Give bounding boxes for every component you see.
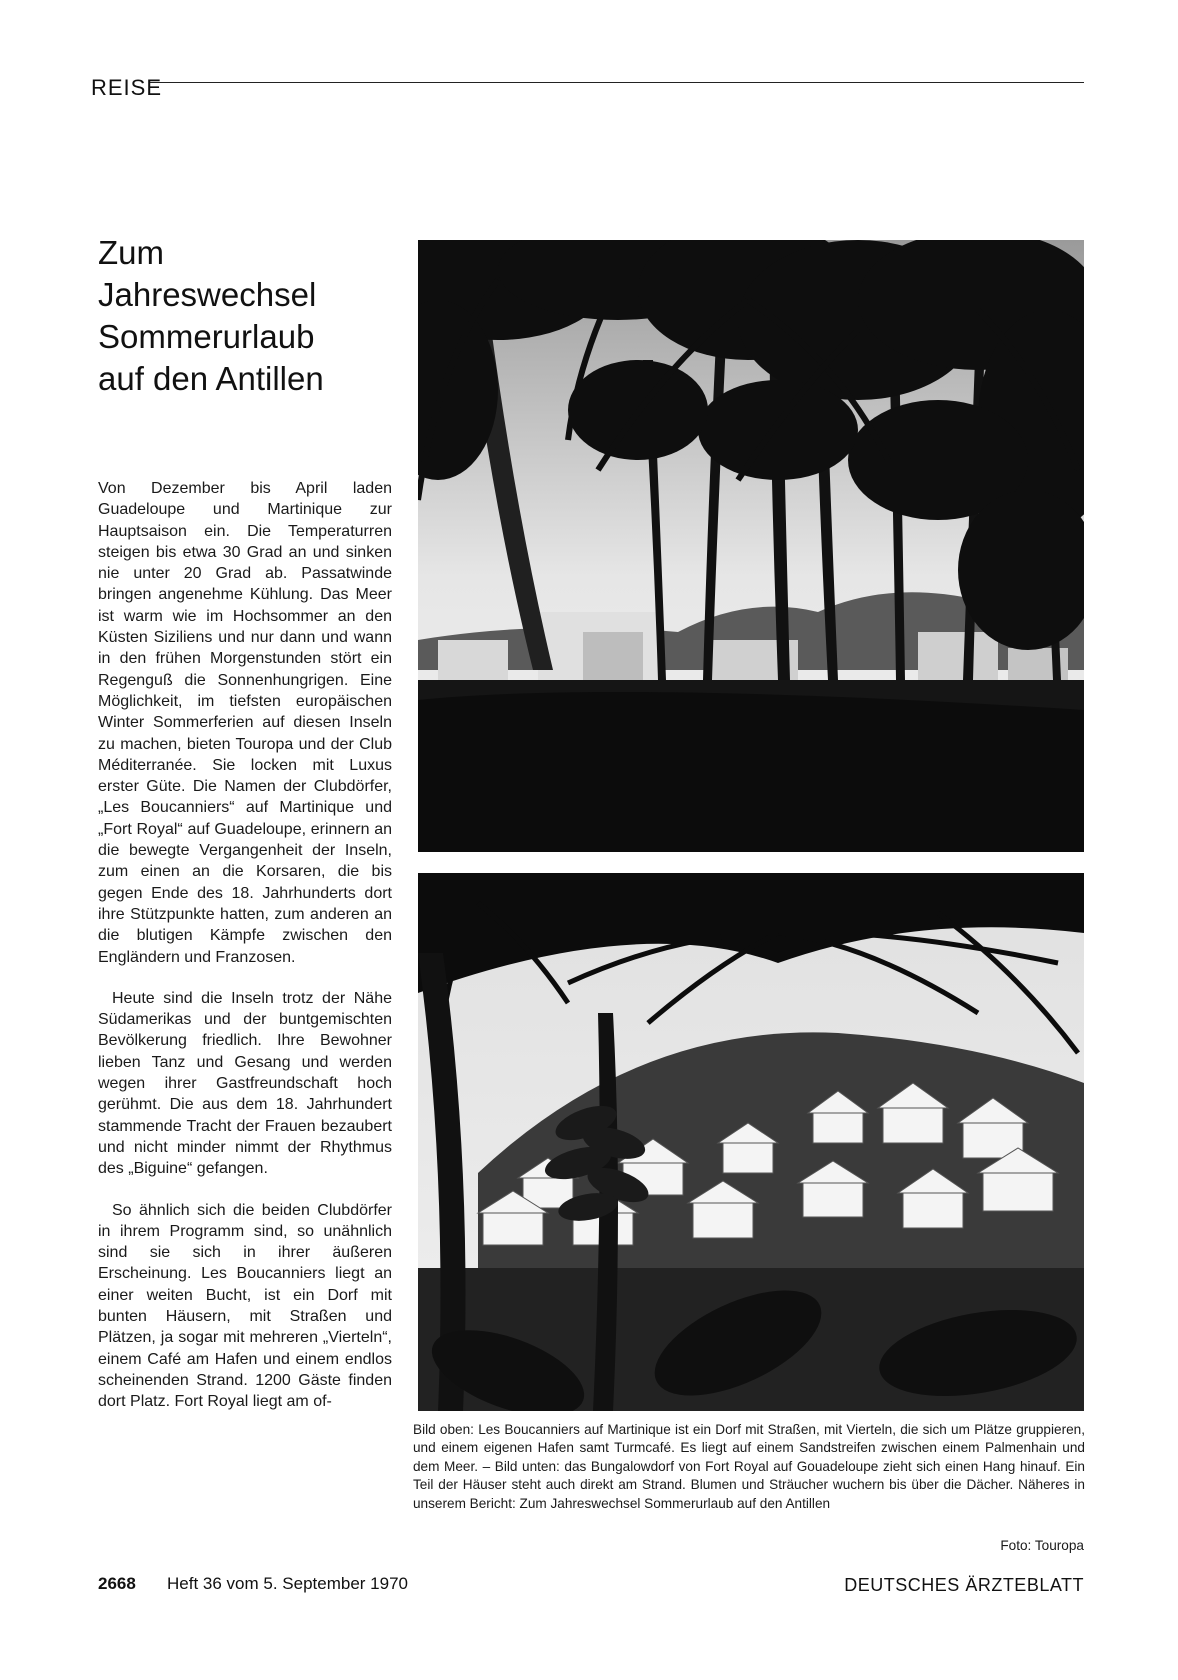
paragraph: Von Dezember bis April laden Guadeloupe und Martinique zur Hauptsaison ein. Die Temperaturren steigen bis etwa 30 Grad an und sinken nie unter 20 Grad ab. Passatwinde bringen angenehme Kühlung. Das Meer ist warm wie im Hochsommer an den Küsten Siziliens und nur dann und wann in den frühen Morgenstunden stört ein Regenguß die Sonnenhungrigen. Eine Möglichkeit, im tiefsten europäischen Winter Sommerferien auf diesen Inseln zu machen, bieten Touropa und der Club Méditerranée. Sie locken mit Luxus erster Güte. Die Namen der Clubdörfer, „Les Boucanniers“ auf Martinique und „Fort Royal“ auf Guadeloupe, erinnern an die bewegte Vergangenheit der Inseln, zum einen an die Korsaren, die bis gegen Ende des 18. Jahrhunderts dort ihre Stützpunkte hatten, zum anderen an die blutigen Kämpfe zwischen den Engländern und Franzosen. xyxy=(98,480,392,966)
photo-bungalow-village xyxy=(418,873,1084,1411)
paragraph: Heute sind die Inseln trotz der Nähe Südamerikas und der buntgemischten Bevölkerung friedlich. Ihre Bewohner lieben Tanz und Gesang und werden wegen ihrer Gastfreundschaft hoch gerühmt. Die aus dem 18. Jahrhundert stammende Tracht der Frauen bezaubert und nicht minder nimmt der Rhythmus des „Biguine“ gefangen. xyxy=(98,989,392,1178)
page-number: 2668 xyxy=(98,1574,136,1593)
paragraph: So ähnlich sich die beiden Clubdörfer in ihrem Programm sind, so unähnlich sind sie sich in ihrer äußeren Erscheinung. Les Boucanniers liegt an einer weiten Bucht, ist ein Dorf mit bunten Häusern, mit Straßen und Plätzen, ja sogar mit mehreren „Vierteln“, einem Café am Hafen und einem endlos scheinenden Strand. 1200 Gäste finden dort Platz. Fort Royal liegt am of- xyxy=(98,1201,392,1411)
journal-name: DEUTSCHES ÄRZTEBLATT xyxy=(844,1575,1084,1595)
photo-credit: Foto: Touropa xyxy=(1000,1538,1084,1553)
photo-palm-grove xyxy=(418,240,1084,852)
title-line: Zum xyxy=(98,234,164,271)
bungalow-village-illustration xyxy=(418,873,1084,1411)
article-title xyxy=(98,232,398,400)
title-line: Jahreswechsel xyxy=(98,276,317,313)
title-line: Sommerurlaub xyxy=(98,318,315,355)
palm-grove-illustration xyxy=(418,240,1084,852)
issue-info: Heft 36 vom 5. September 1970 xyxy=(167,1574,408,1593)
header-rule xyxy=(150,82,1084,83)
figure-caption: Bild oben: Les Boucanniers auf Martinique ist ein Dorf mit Straßen, mit Vierteln, die sich um Plätze gruppieren, und einem eigenen Hafen samt Turmcafé. Es liegt auf einem Sandstreifen zwischen einem Palmenhain und dem Meer. – Bild unten: das Bungalowdorf von Fort Royal auf Gouadeloupe zieht sich einen Hang hinauf. Ein Teil der Häuser steht auch direkt am Strand. Blumen und Sträucher wuchern bis über die Dächer. Näheres in unserem Bericht: Zum Jahreswechsel Sommerurlaub auf den Antillen xyxy=(413,1422,1085,1511)
article-body xyxy=(98,478,392,1432)
section-label: REISE xyxy=(91,75,163,100)
title-line: auf den Antillen xyxy=(98,360,324,397)
